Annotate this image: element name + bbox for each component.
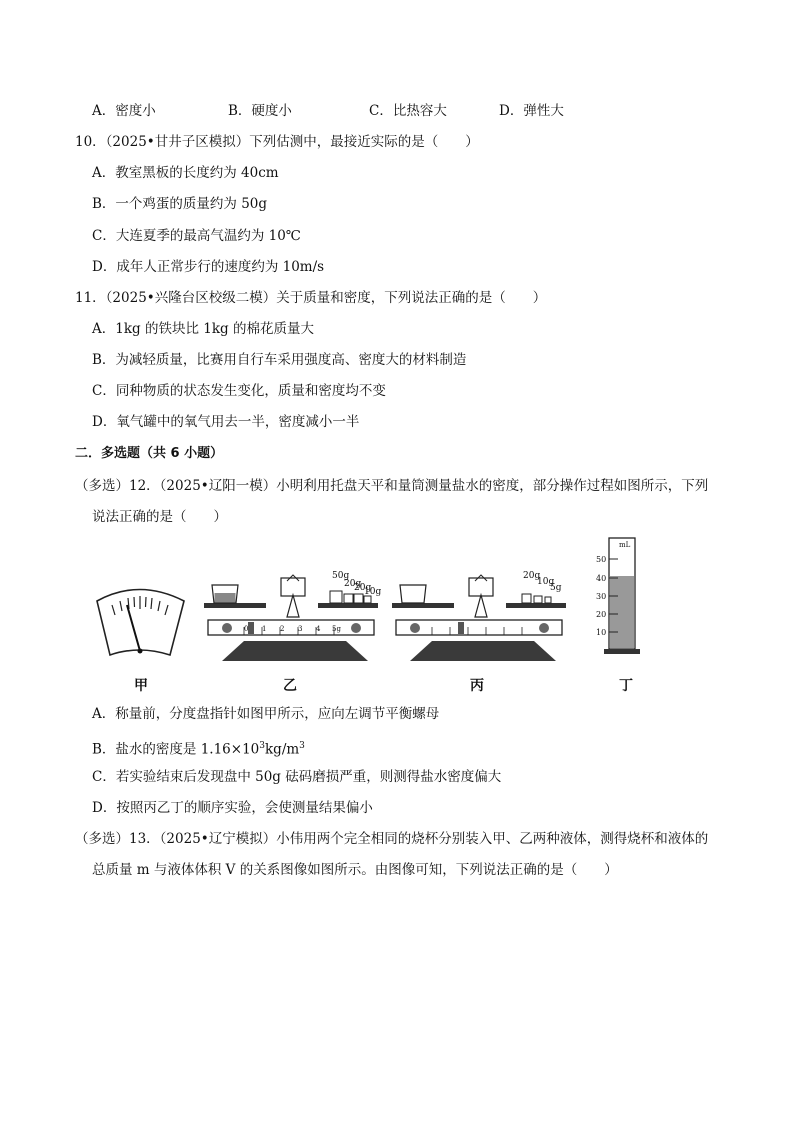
q11-stem: 11．（2025•兴隆台区校级二模）关于质量和密度，下列说法正确的是（ ） bbox=[75, 290, 547, 306]
cylinder-unit: mL bbox=[619, 541, 631, 549]
q12-option-b bbox=[92, 736, 305, 760]
q10-option-d: D．成年人正常步行的速度约为 10m/s bbox=[92, 259, 325, 275]
q11-option-b: B．为减轻质量，比赛用自行车采用强度高、密度大的材料制造 bbox=[92, 352, 467, 368]
q9-options bbox=[92, 101, 612, 121]
caption-ding: 丁 bbox=[619, 678, 633, 694]
section-heading: 二．多选题（共 6 小题） bbox=[75, 446, 224, 461]
graduated-cylinder-ding bbox=[604, 538, 640, 654]
scale-tick-3: 3 bbox=[298, 625, 303, 633]
q13-stem-line1: （多选）13．（2025•辽宁模拟）小伟用两个完全相同的烧杯分别装入甲、乙两种液体，测得烧杯和液体的 bbox=[75, 831, 709, 847]
weight-label-bing-20g: 20g bbox=[523, 571, 541, 581]
q12-stem-line1: （多选）12．（2025•辽阳一模）小明利用托盘天平和量筒测量盐水的密度，部分操作过程如图所示，下列 bbox=[75, 478, 709, 494]
q11-option-c: C．同种物质的状态发生变化，质量和密度均不变 bbox=[92, 383, 386, 399]
q12-option-c: C．若实验结束后发现盘中 50g 砝码磨损严重，则测得盐水密度偏大 bbox=[92, 769, 502, 785]
q9-option-a: A．密度小 bbox=[92, 103, 156, 119]
scale-tick-2: 2 bbox=[280, 625, 285, 633]
cylinder-tick-30: 30 bbox=[596, 592, 607, 601]
weight-label-20g-b: 20g bbox=[354, 583, 372, 593]
q12-option-b-text: B．盐水的密度是 1.16×10 bbox=[92, 741, 260, 758]
scale-tick-4: 4 bbox=[316, 625, 321, 633]
q12-figure bbox=[92, 533, 672, 698]
weight-label-bing-5g: 5g bbox=[550, 583, 562, 593]
scale-tick-1: 1 bbox=[262, 625, 267, 633]
weight-label-10g: 10g bbox=[364, 587, 382, 597]
q10-option-c: C．大连夏季的最高气温约为 10℃ bbox=[92, 228, 301, 244]
weight-label-20g: 20g bbox=[344, 579, 362, 589]
caption-bing: 丙 bbox=[470, 678, 484, 694]
q12-option-b-exp: 3 bbox=[259, 741, 265, 751]
cylinder-tick-20: 20 bbox=[596, 610, 607, 619]
weight-label-bing-10g: 10g bbox=[537, 577, 555, 587]
q9-option-d: D．弹性大 bbox=[499, 103, 564, 119]
dial-plate-jia bbox=[97, 590, 184, 656]
weight-label-50g: 50g bbox=[332, 571, 350, 581]
caption-yi: 乙 bbox=[283, 678, 297, 694]
balance-bing bbox=[392, 575, 566, 661]
q11-option-a: A．1kg 的铁块比 1kg 的棉花质量大 bbox=[92, 321, 314, 337]
cylinder-tick-10: 10 bbox=[596, 628, 607, 637]
scale-tick-0: 0 bbox=[244, 625, 249, 633]
q10-option-b: B．一个鸡蛋的质量约为 50g bbox=[92, 196, 268, 212]
q12-figure-drawing bbox=[92, 533, 672, 698]
q11-option-d: D．氧气罐中的氧气用去一半，密度减小一半 bbox=[92, 414, 360, 430]
q12-stem-line2: 说法正确的是（ ） bbox=[92, 509, 227, 525]
q10-stem: 10．（2025•甘井子区模拟）下列估测中，最接近实际的是（ ） bbox=[75, 134, 479, 150]
scale-tick-5g: 5g bbox=[332, 625, 341, 633]
q12-option-a: A．称量前，分度盘指针如图甲所示，应向左调节平衡螺母 bbox=[92, 706, 440, 722]
q12-option-d: D．按照丙乙丁的顺序实验，会使测量结果偏小 bbox=[92, 800, 373, 816]
q10-option-a: A．教室黑板的长度约为 40cm bbox=[92, 165, 279, 181]
q12-option-b-unit-exp: 3 bbox=[299, 741, 305, 751]
cylinder-tick-40: 40 bbox=[596, 574, 607, 583]
cylinder-tick-50: 50 bbox=[596, 555, 607, 564]
caption-jia: 甲 bbox=[134, 678, 148, 694]
q9-option-c: C．比热容大 bbox=[369, 103, 447, 119]
q9-option-b: B．硬度小 bbox=[228, 103, 292, 119]
q12-option-b-unit: kg/m bbox=[265, 741, 300, 758]
q13-stem-line2: 总质量 m 与液体体积 V 的关系图像如图所示。由图像可知，下列说法正确的是（ ） bbox=[92, 862, 618, 878]
